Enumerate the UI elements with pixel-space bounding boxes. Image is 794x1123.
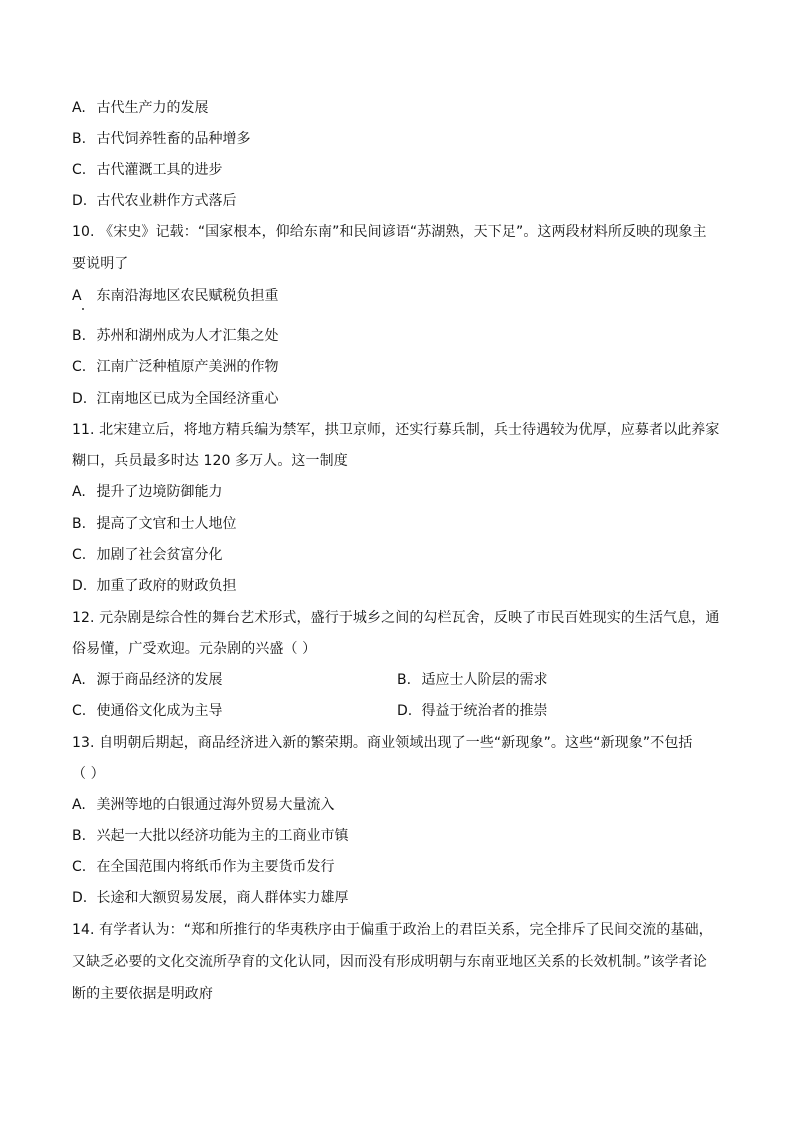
q11-option-c <box>72 545 222 565</box>
q13-option-c <box>72 857 334 877</box>
q12-option-b <box>397 670 547 690</box>
option-text: 加重了政府的财政负担 <box>96 578 237 594</box>
option-letter: B. <box>72 131 87 147</box>
q10-stem-line-2: 要说明了 <box>72 256 129 272</box>
option-letter: D. <box>72 578 88 594</box>
option-text: 古代饲养牲畜的品种增多 <box>96 131 251 147</box>
option-text: 兴起一大批以经济功能为主的工商业市镇 <box>96 828 349 844</box>
option-letter: C. <box>72 547 87 563</box>
q12-option-a <box>72 670 222 690</box>
q13-option-b <box>72 826 348 846</box>
q11-option-a <box>72 482 222 502</box>
option-letter: B. <box>72 328 87 344</box>
option-letter: D. <box>72 193 88 209</box>
option-letter: D. <box>72 890 88 906</box>
q10-option-d <box>72 389 278 409</box>
q9-option-a <box>72 98 208 118</box>
option-text: 源于商品经济的发展 <box>96 672 223 688</box>
option-text: 古代农业耕作方式落后 <box>96 193 237 209</box>
q11-option-b <box>72 514 236 534</box>
option-letter: C. <box>72 162 87 178</box>
q14-stem-line-1: 14. 有学者认为：“郑和所推行的华夷秩序由于偏重于政治上的君臣关系，完全排斥了民间交流的基础， <box>72 922 713 938</box>
option-text: 东南沿海地区农民赋税负担重 <box>96 288 279 304</box>
q13-stem-line-1: 13. 自明朝后期起，商品经济进入新的繁荣期。商业领域出现了一些“新现象”。这些“新现象”不包括 <box>72 735 693 751</box>
option-letter: C. <box>72 359 87 375</box>
q12-option-d <box>397 701 547 721</box>
option-letter: B. <box>397 672 412 688</box>
q11-stem-line-2: 糊口，兵员最多时达 120 多万人。这一制度 <box>72 453 348 469</box>
q14-stem-line-2: 又缺乏必要的文化交流所孕育的文化认同，因而没有形成明朝与东南亚地区关系的长效机制。”该学者论 <box>72 954 707 970</box>
q9-option-d <box>72 191 236 211</box>
option-letter: B. <box>72 828 87 844</box>
option-text: 在全国范围内将纸币作为主要货币发行 <box>96 859 335 875</box>
q13-option-d <box>72 888 348 908</box>
option-text: 长途和大额贸易发展，商人群体实力雄厚 <box>96 890 349 906</box>
q12-stem-line-1: 12. 元杂剧是综合性的舞台艺术形式，盛行于城乡之间的勾栏瓦舍，反映了市民百姓现实的生活气息，通 <box>72 610 720 626</box>
option-letter: C. <box>72 703 87 719</box>
q11-stem-line-1: 11. 北宋建立后，将地方精兵编为禁军，拱卫京师，还实行募兵制，兵士待遇较为优厚，应募者以此养家 <box>72 422 720 438</box>
q9-option-b <box>72 129 250 149</box>
option-text: 提升了边境防御能力 <box>96 484 223 500</box>
q10-option-a <box>72 286 278 306</box>
option-letter: A. <box>72 100 86 116</box>
option-text: 江南广泛种植原产美洲的作物 <box>96 359 279 375</box>
option-text: 古代灌溉工具的进步 <box>96 162 223 178</box>
q14-stem-line-3: 断的主要依据是明政府 <box>72 986 213 1002</box>
option-letter: A. <box>72 484 86 500</box>
option-text: 适应士人阶层的需求 <box>421 672 548 688</box>
option-text: 江南地区已成为全国经济重心 <box>96 391 279 407</box>
q12-option-c <box>72 701 222 721</box>
option-letter: A. <box>72 672 86 688</box>
q11-option-d <box>72 576 236 596</box>
option-text: 提高了文官和士人地位 <box>96 516 237 532</box>
option-text: 使通俗文化成为主导 <box>96 703 223 719</box>
q10-option-b <box>72 326 278 346</box>
option-letter: A. <box>72 797 86 813</box>
option-text: 加剧了社会贫富分化 <box>96 547 223 563</box>
option-text: 古代生产力的发展 <box>96 100 209 116</box>
option-letter: A <box>72 288 82 304</box>
option-letter: B. <box>72 516 87 532</box>
option-letter: D. <box>72 391 88 407</box>
option-text: 苏州和湖州成为人才汇集之处 <box>96 328 279 344</box>
option-letter: C. <box>72 859 87 875</box>
q9-option-c <box>72 160 222 180</box>
option-text: 美洲等地的白银通过海外贸易大量流入 <box>96 797 335 813</box>
q13-stem-line-2: （ ） <box>72 766 105 782</box>
option-letter: D. <box>397 703 413 719</box>
q10-option-c <box>72 357 278 377</box>
option-text: 得益于统治者的推崇 <box>421 703 548 719</box>
q12-stem-line-2: 俗易懂，广受欢迎。元杂剧的兴盛（ ） <box>72 641 317 657</box>
q10-stem-line-1: 10. 《宋史》记载：“国家根本，仰给东南”和民间谚语“苏湖熟，天下足”。这两段材料所反映的现象主 <box>72 224 707 240</box>
q13-option-a <box>72 795 334 815</box>
stray-dot-mark <box>82 308 84 310</box>
